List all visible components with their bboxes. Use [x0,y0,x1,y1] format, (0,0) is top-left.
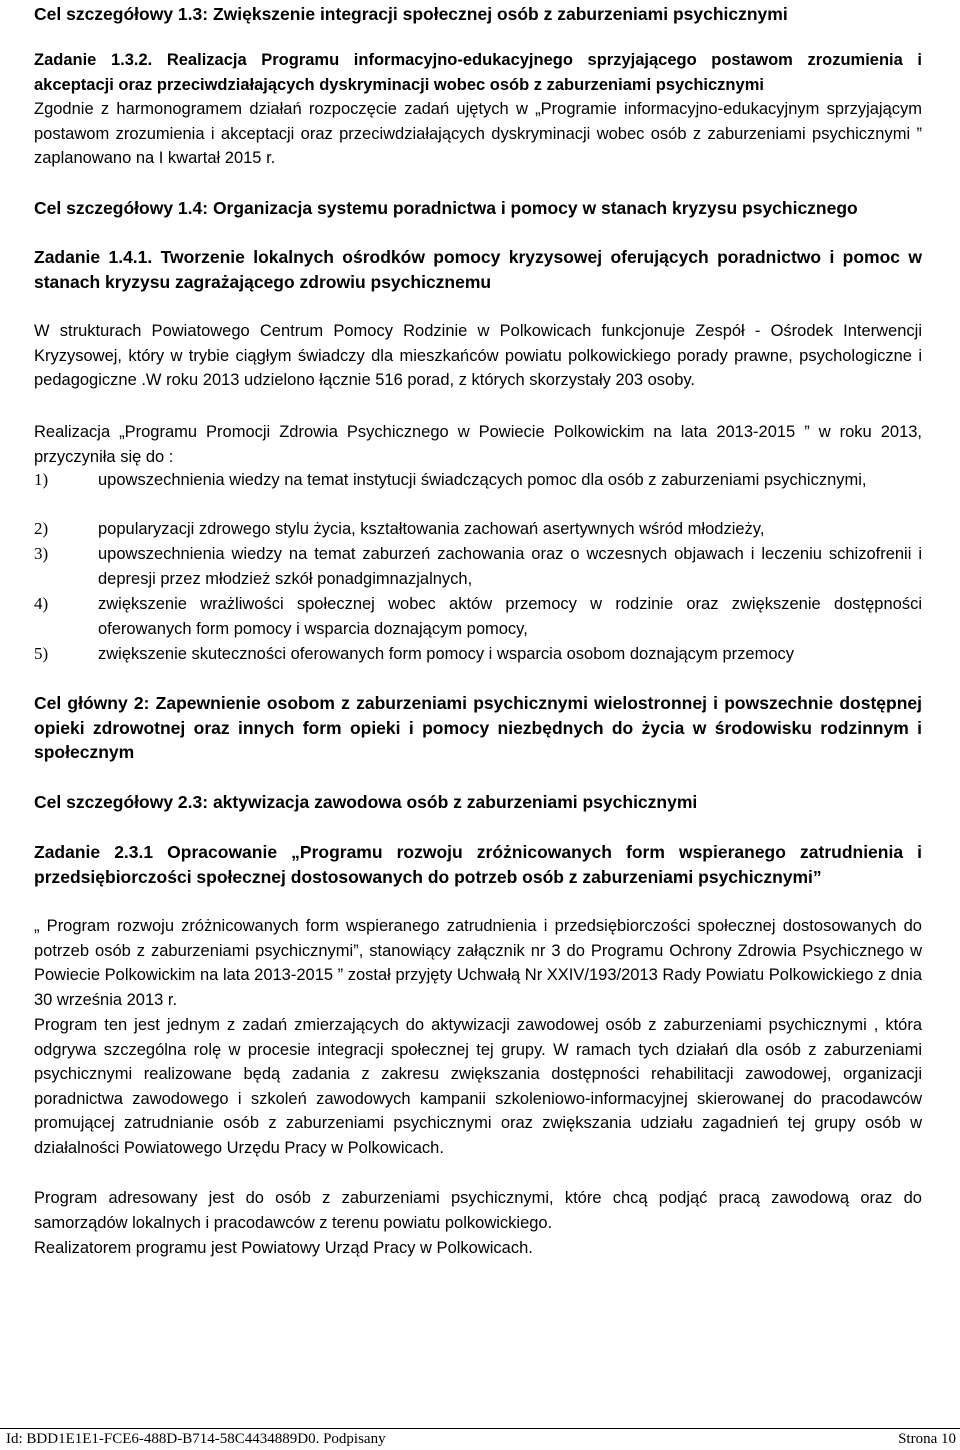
list-number: 3) [34,544,49,563]
heading-main-goal-2: Cel główny 2: Zapewnienie osobom z zaburzeniami psychicznymi wielostronnej i powszechnie dostępnej opieki zdrowotnej oraz innych form opieki i pomocy niezbędnych do życia w środowisku rodzinnym i społecznym [34,693,922,762]
list-number: 5) [34,644,49,663]
page-footer [0,1428,960,1450]
paragraph-program-role: Program ten jest jednym z zadań zmierzających do aktywizacji zawodowej osób z zaburzeniami psychicznymi , która odgrywa szczególna rolę w procesie integracji społecznej tej grupy. W ramach tych działań dla osób z zaburzeniami psychicznymi realizowane będą zadania z zakresu zwiększania dostępności rehabilitacji zawodowej, organizacji poradnictwa zawodowego i szkoleń zawodowych kampanii szkoleniowo-informacyjnej skierowanej do pracodawców promującej zatrudnianie osób z zaburzeniami psychicznymi oraz zwiększania udziału zagadnień tej grupy osób w działalności Powiatowego Urzędu Pracy w Polkowicach. [34,1016,922,1157]
list-text: upowszechnienia wiedzy na temat instytucji świadczących pomoc dla osób z zaburzeniami psychicznymi, [98,471,867,489]
task-1-3-2-body: Zgodnie z harmonogramem działań rozpoczęcie zadań ujętych w „Programie informacyjno-edukacyjnym sprzyjającym postawom zrozumienia i akceptacji oraz przeciwdziałających dyskryminacji wobec osób z zaburzeniami psychicznymi ” zaplanowano na I kwartał 2015 r. [34,100,922,167]
list-item [34,542,922,591]
list-text: upowszechnienia wiedzy na temat zaburzeń zachowania oraz o wczesnych objawach i leczeniu schizofrenii i depresji przez młodzież szkół ponadgimnazjalnych, [98,545,922,588]
task-1-4-1-title: Zadanie 1.4.1. Tworzenie lokalnych ośrodków pomocy kryzysowej oferujących poradnictwo i pomoc w stanach kryzysu zagrażającego zdrowiu psychicznemu [34,247,922,292]
list-number: 2) [34,519,49,538]
paragraph-program: „ Program rozwoju zróżnicowanych form wspieranego zatrudnienia i przedsiębiorczości społecznej dostosowanych do potrzeb osób z zaburzeniami psychicznymi”, stanowiący załącznik nr 3 do Programu Ochrony Zdrowia Psychicznego w Powiecie Polkowickim na lata 2013-2015 ” został przyjęty Uchwałą Nr XXIV/193/2013 Rady Powiatu Polkowickiego z dnia 30 września 2013 r. [34,917,922,1009]
task-2-3-1-title: Zadanie 2.3.1 Opracowanie „Programu rozwoju zróżnicowanych form wspieranego zatrudnienia i przedsiębiorczości społecznej dostosowanych do potrzeb osób z zaburzeniami psychicznymi” [34,842,922,887]
list-number: 4) [34,594,49,613]
list-item [34,517,922,542]
list-item [34,592,922,641]
list-text: zwiększenie skuteczności oferowanych form pomocy i wsparcia osobom doznającym przemocy [98,645,795,663]
heading-goal-1-4: Cel szczegółowy 1.4: Organizacja systemu poradnictwa i pomocy w stanach kryzysu psychicznego [34,198,858,218]
paragraph-addressed: Program adresowany jest do osób z zaburzeniami psychicznymi, które chcą podjąć pracą zawodową oraz do samorządów lokalnych i pracodawców z terenu powiatu polkowickiego. [34,1189,922,1232]
program-intro: Realizacja „Programu Promocji Zdrowia Psychicznego w Powiecie Polkowickim na lata 2013-2015 ” w roku 2013, przyczyniła się do : [34,423,922,466]
list-item [34,468,922,493]
heading-goal-1-3: Cel szczegółowy 1.3: Zwiększenie integracji społecznej osób z zaburzeniami psychicznymi [34,4,788,24]
heading-goal-2-3: Cel szczegółowy 2.3: aktywizacja zawodowa osób z zaburzeniami psychicznymi [34,792,698,812]
task-1-3-2-title: Zadanie 1.3.2. Realizacja Programu informacyjno-edukacyjnego sprzyjającego postawom zrozumienia i akceptacji oraz przeciwdziałających dyskryminacji wobec osób z zaburzeniami psychicznymi [34,51,922,94]
document-id: Id: BDD1E1E1-FCE6-488D-B714-58C4434889D0. Podpisany [6,1431,386,1447]
paragraph-implementer: Realizatorem programu jest Powiatowy Urząd Pracy w Polkowicach. [34,1239,533,1257]
list-text: zwiększenie wrażliwości społecznej wobec aktów przemocy w rodzinie oraz zwiększenie dostępności oferowanych form pomocy i wsparcia doznającym pomocy, [98,595,922,638]
list-item [34,642,922,667]
page-number: Strona 10 [898,1431,956,1447]
list-number: 1) [34,470,49,489]
list-text: popularyzacji zdrowego stylu życia, kształtowania zachowań asertywnych wśród młodzieży, [98,520,765,538]
task-1-4-1-body: W strukturach Powiatowego Centrum Pomocy Rodzinie w Polkowicach funkcjonuje Zespół - Ośrodek Interwencji Kryzysowej, który w trybie ciągłym świadczy dla mieszkańców powiatu polkowickiego porady prawne, psychologiczne i pedagogiczne .W roku 2013 udzielono łącznie 516 porad, z których skorzystały 203 osoby. [34,322,922,389]
